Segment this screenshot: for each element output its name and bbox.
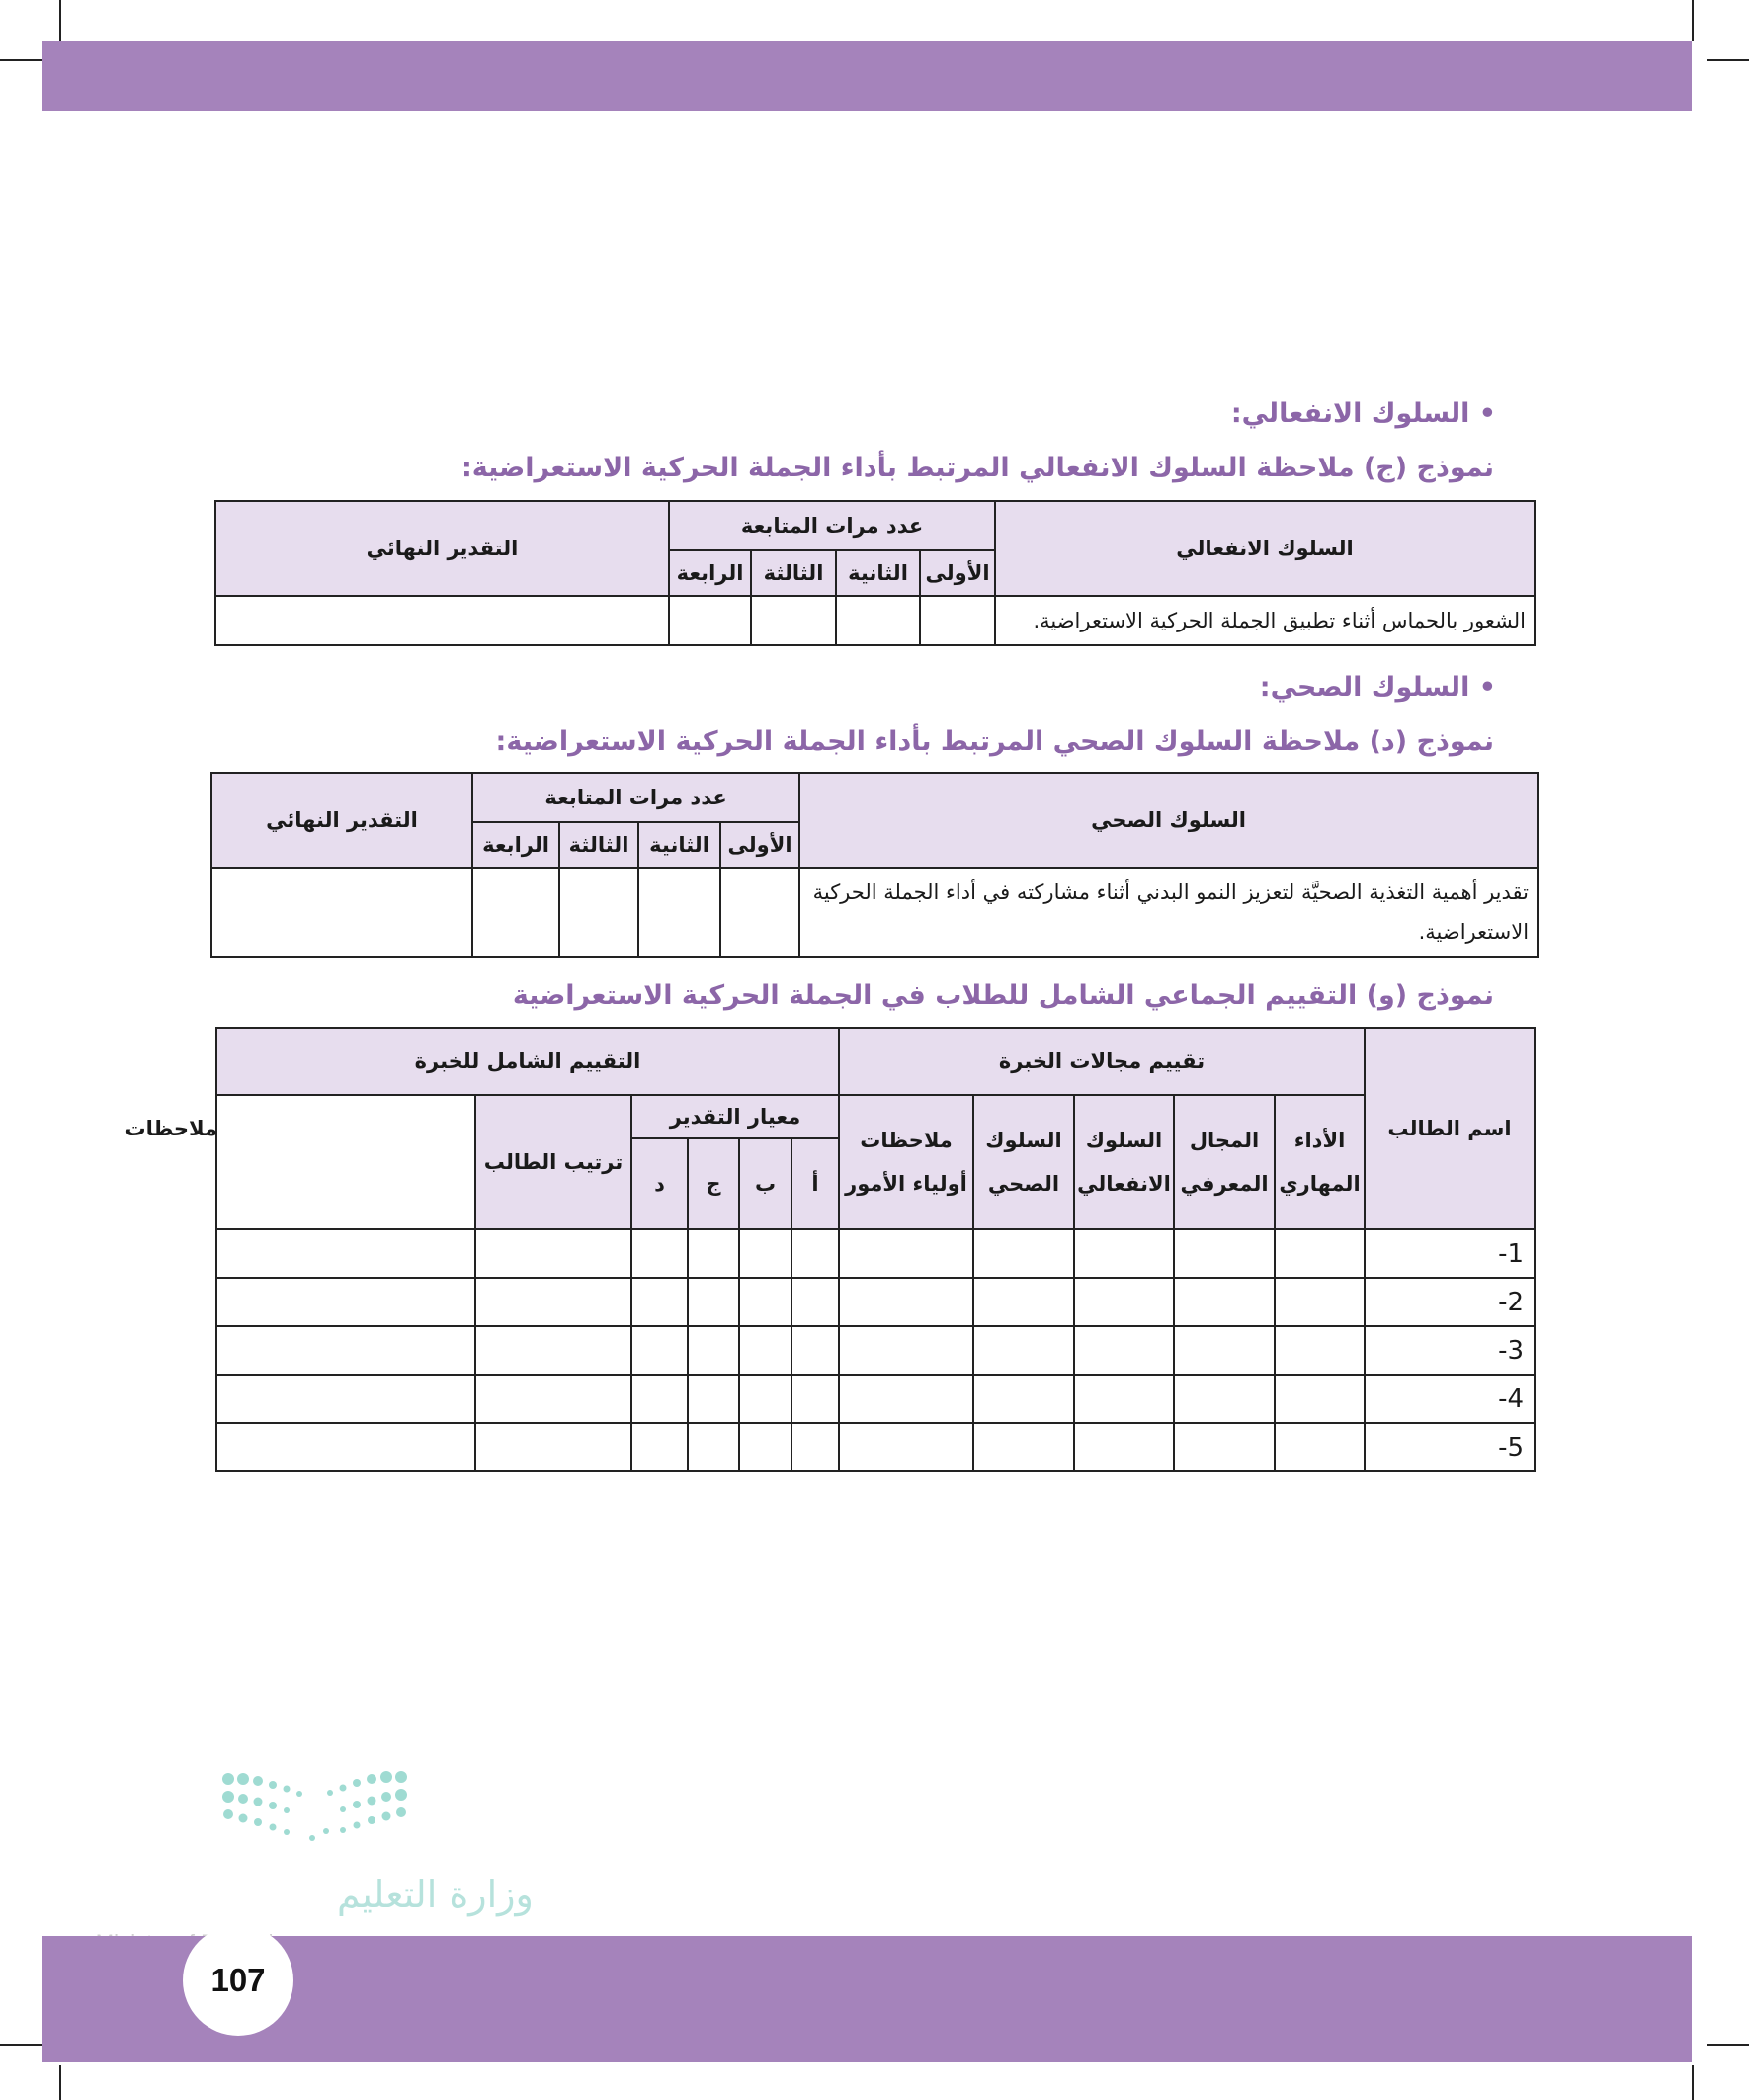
col-criteria-header: معيار التقدير <box>631 1095 839 1138</box>
cell[interactable] <box>839 1229 973 1278</box>
cell[interactable] <box>973 1229 1074 1278</box>
cell[interactable] <box>1074 1278 1174 1326</box>
behavior-text: الشعور بالحماس أثناء تطبيق الجملة الحركية الاستعراضية. <box>995 596 1535 645</box>
cell[interactable] <box>688 1423 739 1471</box>
student-number: 1- <box>1365 1229 1535 1278</box>
cell[interactable] <box>216 1423 475 1471</box>
crop-mark <box>1707 59 1749 61</box>
cell[interactable] <box>631 1423 688 1471</box>
followup-cell[interactable] <box>720 868 799 957</box>
col-final-header: التقدير النهائي <box>215 501 669 596</box>
crop-mark <box>1692 0 1694 41</box>
crop-mark <box>0 59 42 61</box>
cell[interactable] <box>631 1229 688 1278</box>
page-number: 107 <box>183 1925 293 2036</box>
domain-health-header: السلوك الصحي <box>973 1095 1074 1229</box>
cell[interactable] <box>631 1278 688 1326</box>
followup-3: الثالثة <box>751 550 836 596</box>
cell[interactable] <box>216 1278 475 1326</box>
section-health-bullet: • السلوك الصحي: <box>1259 672 1496 703</box>
criteria-d: د <box>631 1138 688 1229</box>
cell[interactable] <box>1174 1423 1275 1471</box>
cell[interactable] <box>1174 1229 1275 1278</box>
cell[interactable] <box>1074 1326 1174 1375</box>
followup-cell[interactable] <box>669 596 751 645</box>
cell[interactable] <box>688 1278 739 1326</box>
cell[interactable] <box>1174 1326 1275 1375</box>
cell[interactable] <box>216 1375 475 1423</box>
cell[interactable] <box>216 1229 475 1278</box>
cell[interactable] <box>1275 1375 1365 1423</box>
table-row <box>216 1423 1535 1471</box>
cell[interactable] <box>1275 1278 1365 1326</box>
followup-2: الثانية <box>836 550 920 596</box>
cell[interactable] <box>791 1375 839 1423</box>
form-f-title: نموذج (و) التقييم الجماعي الشامل للطلاب في الجملة الحركية الاستعراضية <box>512 980 1494 1011</box>
followup-cell[interactable] <box>920 596 995 645</box>
cell[interactable] <box>475 1326 631 1375</box>
cell[interactable] <box>1074 1375 1174 1423</box>
col-rank-header: ترتيب الطالب <box>475 1095 631 1229</box>
followup-cell[interactable] <box>472 868 559 957</box>
cell[interactable] <box>973 1278 1074 1326</box>
cell[interactable] <box>1074 1229 1174 1278</box>
cell[interactable] <box>475 1278 631 1326</box>
criteria-b: ب <box>739 1138 791 1229</box>
cell[interactable] <box>791 1278 839 1326</box>
domain-parents-notes-header: ملاحظات أولياء الأمور <box>839 1095 973 1229</box>
table-row <box>216 1326 1535 1375</box>
cell[interactable] <box>739 1326 791 1375</box>
student-number: 4- <box>1365 1375 1535 1423</box>
cell[interactable] <box>688 1375 739 1423</box>
cell[interactable] <box>1174 1278 1275 1326</box>
criteria-a: أ <box>791 1138 839 1229</box>
followup-2: الثانية <box>638 822 720 868</box>
col-final-header: التقدير النهائي <box>211 773 472 868</box>
table-row <box>216 1278 1535 1326</box>
col-behavior-header: السلوك الصحي <box>799 773 1538 868</box>
cell[interactable] <box>631 1326 688 1375</box>
cell[interactable] <box>216 1326 475 1375</box>
cell[interactable] <box>1275 1423 1365 1471</box>
form-c-title: نموذج (ج) ملاحظة السلوك الانفعالي المرتبط بأداء الجملة الحركية الاستعراضية: <box>460 453 1494 483</box>
crop-mark <box>59 0 61 41</box>
cell[interactable] <box>739 1423 791 1471</box>
cell[interactable] <box>791 1423 839 1471</box>
col-followups-header: عدد مرات المتابعة <box>472 773 799 822</box>
final-grade-cell[interactable] <box>215 596 669 645</box>
behavior-text: تقدير أهمية التغذية الصحيَّة لتعزيز النمو البدني أثناء مشاركته في أداء الجملة الحركية الاستعراضية. <box>799 868 1538 957</box>
final-grade-cell[interactable] <box>211 868 472 957</box>
crop-mark <box>0 2044 42 2046</box>
cell[interactable] <box>475 1375 631 1423</box>
cell[interactable] <box>688 1326 739 1375</box>
followup-cell[interactable] <box>638 868 720 957</box>
cell[interactable] <box>839 1326 973 1375</box>
logo-text: وزارة التعليم <box>337 1873 534 1916</box>
form-c-table <box>214 500 1536 646</box>
cell[interactable] <box>739 1375 791 1423</box>
form-f-table: اسم الطالب تقييم مجالات الخبرة التقييم الشامل للخبرة ملاحظات الأداء المهاري المجال المعرفي السلوك الانفعالي السلوك الصحي ملاحظات أولياء الأمور معيار التقدير ترتيب الطالب أ ب ج د 1- 2- 3- 4- 5- <box>215 1027 1536 1472</box>
header-band <box>42 41 1692 111</box>
cell[interactable] <box>688 1229 739 1278</box>
col-behavior-header: السلوك الانفعالي <box>995 501 1535 596</box>
cell[interactable] <box>791 1229 839 1278</box>
student-number: 3- <box>1365 1326 1535 1375</box>
cell[interactable] <box>739 1229 791 1278</box>
col-student-header: اسم الطالب <box>1365 1028 1535 1229</box>
cell[interactable] <box>973 1326 1074 1375</box>
form-d-table <box>210 772 1539 958</box>
crop-mark <box>59 2065 61 2100</box>
cell[interactable] <box>1074 1423 1174 1471</box>
followup-cell[interactable] <box>559 868 638 957</box>
cell[interactable] <box>973 1423 1074 1471</box>
col-overall-header: التقييم الشامل للخبرة <box>216 1028 839 1095</box>
student-number: 5- <box>1365 1423 1535 1471</box>
cell[interactable] <box>791 1326 839 1375</box>
table-row <box>216 1375 1535 1423</box>
followup-4: الرابعة <box>669 550 751 596</box>
domain-skill-header: الأداء المهاري <box>1275 1095 1365 1229</box>
form-d-title: نموذج (د) ملاحظة السلوك الصحي المرتبط بأداء الجملة الحركية الاستعراضية: <box>495 726 1494 757</box>
cell[interactable] <box>475 1423 631 1471</box>
followup-1: الأولى <box>920 550 995 596</box>
cell[interactable] <box>839 1423 973 1471</box>
followup-3: الثالثة <box>559 822 638 868</box>
crop-mark <box>1692 2065 1694 2100</box>
crop-mark <box>1707 2044 1749 2046</box>
domain-knowledge-header: المجال المعرفي <box>1174 1095 1275 1229</box>
cell[interactable] <box>839 1278 973 1326</box>
cell[interactable] <box>631 1375 688 1423</box>
student-number: 2- <box>1365 1278 1535 1326</box>
section-emotional-bullet: • السلوك الانفعالي: <box>1230 398 1496 429</box>
criteria-c: ج <box>688 1138 739 1229</box>
cell[interactable] <box>475 1229 631 1278</box>
domain-emotional-header: السلوك الانفعالي <box>1074 1095 1174 1229</box>
followup-cell[interactable] <box>836 596 920 645</box>
cell[interactable] <box>1275 1326 1365 1375</box>
followup-cell[interactable] <box>751 596 836 645</box>
col-domains-header: تقييم مجالات الخبرة <box>839 1028 1365 1095</box>
cell[interactable] <box>973 1375 1074 1423</box>
col-followups-header: عدد مرات المتابعة <box>669 501 995 550</box>
cell[interactable] <box>839 1375 973 1423</box>
cell[interactable] <box>1174 1375 1275 1423</box>
cell[interactable] <box>1275 1229 1365 1278</box>
followup-1: الأولى <box>720 822 799 868</box>
followup-4: الرابعة <box>472 822 559 868</box>
table-row <box>216 1229 1535 1278</box>
cell[interactable] <box>739 1278 791 1326</box>
